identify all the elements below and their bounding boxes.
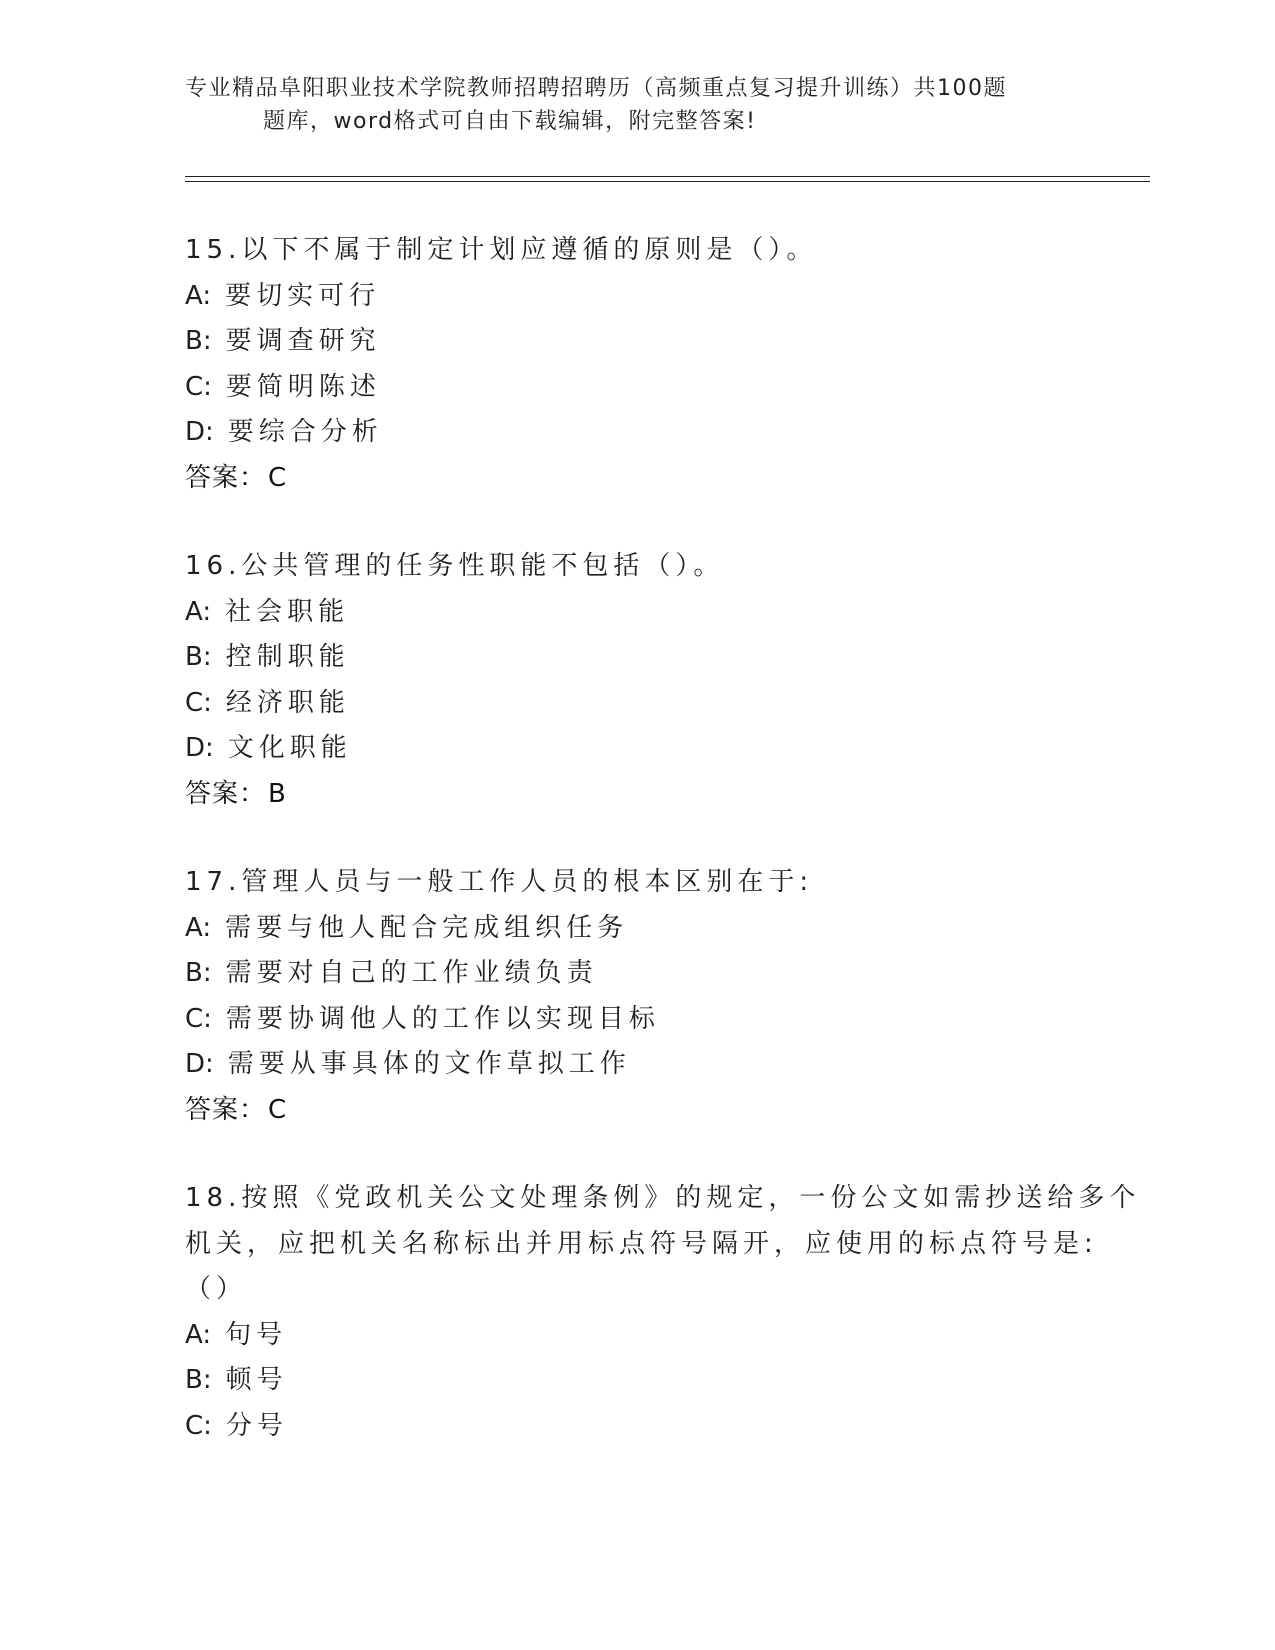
option-label: A: — [185, 912, 212, 943]
option-text: 控制职能 — [225, 642, 350, 672]
option-a — [185, 906, 1085, 952]
option-a — [185, 590, 1085, 636]
option-text: 文化职能 — [227, 733, 352, 763]
option-label: B: — [185, 326, 212, 356]
question-stem: 15.以下不属于制定计划应遵循的原则是（）。 — [185, 235, 818, 265]
answer-line — [185, 456, 1085, 502]
option-b — [185, 1358, 1085, 1404]
option-label: C: — [185, 1410, 212, 1441]
question-stem-line-1: 18.按照《党政机关公文处理条例》的规定，一份公文如需抄送给多个 — [185, 1183, 1141, 1213]
option-label: B: — [185, 958, 212, 988]
option-b — [185, 951, 1085, 997]
option-text: 要调查研究 — [225, 326, 381, 356]
answer-value: B — [268, 778, 287, 809]
question-stem: 16.公共管理的任务性职能不包括（）。 — [185, 551, 725, 581]
question-stem-line-3: （） — [185, 1274, 248, 1304]
option-label: C: — [185, 371, 212, 402]
answer-label: 答案： — [185, 1094, 267, 1125]
option-text: 要切实可行 — [225, 280, 381, 311]
document-header — [185, 72, 1065, 138]
option-text: 句号 — [225, 1319, 288, 1350]
option-text: 要简明陈述 — [225, 371, 381, 402]
option-b — [185, 319, 1085, 365]
option-label: B: — [185, 1365, 212, 1395]
option-text: 需要从事具体的文作草拟工作 — [227, 1049, 631, 1079]
option-a — [185, 274, 1085, 320]
option-text: 顿号 — [225, 1365, 288, 1395]
option-text: 分号 — [225, 1410, 288, 1441]
question-stem-line-2: 机关，应把机关名称标出并用标点符号隔开，应使用的标点符号是: — [185, 1228, 1098, 1259]
answer-label: 答案： — [185, 778, 267, 809]
question-list — [185, 228, 1141, 1492]
answer-value: C — [268, 462, 288, 493]
option-text: 需要与他人配合完成组织任务 — [225, 912, 629, 943]
option-text: 经济职能 — [225, 687, 350, 718]
answer-line — [185, 772, 1085, 818]
option-text: 社会职能 — [225, 596, 350, 627]
question-16 — [185, 544, 1085, 817]
option-label: A: — [185, 280, 212, 311]
option-d — [185, 410, 1085, 456]
option-label: C: — [185, 1003, 212, 1034]
option-c — [185, 997, 1085, 1043]
option-d — [185, 726, 1085, 772]
option-a — [185, 1313, 1085, 1359]
option-text: 需要对自己的工作业绩负责 — [225, 958, 598, 988]
header-divider-top — [185, 176, 1150, 177]
question-stem: 17.管理人员与一般工作人员的根本区别在于: — [185, 867, 814, 897]
option-c — [185, 365, 1085, 411]
option-b — [185, 635, 1085, 681]
header-divider-bottom — [185, 181, 1150, 182]
option-text: 需要协调他人的工作以实现目标 — [225, 1003, 660, 1034]
question-17 — [185, 860, 1085, 1133]
option-label: A: — [185, 1319, 212, 1350]
option-label: C: — [185, 687, 212, 718]
option-label: D: — [185, 1049, 214, 1079]
answer-label: 答案： — [185, 462, 267, 493]
answer-value: C — [268, 1094, 288, 1125]
option-d — [185, 1042, 1085, 1088]
header-title-line-1: 专业精品阜阳职业技术学院教师招聘招聘历（高频重点复习提升训练）共100题 — [185, 76, 1007, 101]
option-label: D: — [185, 417, 214, 447]
option-c — [185, 1404, 1085, 1450]
option-label: D: — [185, 733, 214, 763]
option-label: A: — [185, 596, 212, 627]
option-c — [185, 681, 1085, 727]
question-15 — [185, 228, 1085, 501]
option-text: 要综合分析 — [227, 417, 383, 447]
answer-line — [185, 1088, 1085, 1134]
option-label: B: — [185, 642, 212, 672]
header-title-line-2: 题库，word格式可自由下载编辑，附完整答案! — [263, 109, 757, 134]
question-18 — [185, 1176, 1141, 1449]
